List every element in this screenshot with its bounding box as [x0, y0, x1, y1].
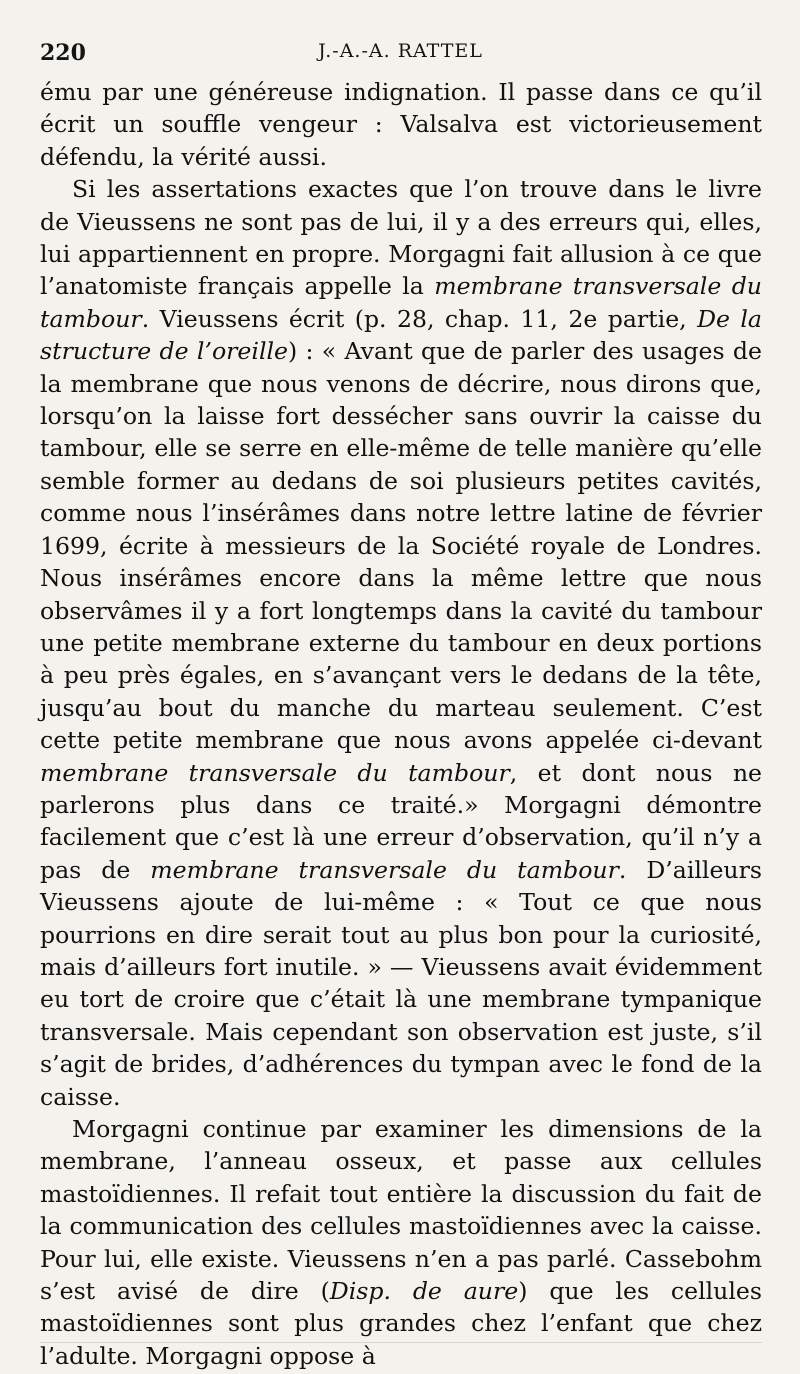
- italic-text: membrane transversale du tambour: [40, 272, 763, 333]
- body-text: [40, 76, 762, 1372]
- running-head: J.-A.-A. RATTEL: [318, 40, 483, 62]
- paragraph: [40, 173, 762, 1113]
- paragraph: [40, 1113, 762, 1372]
- text-segment: . Vieussens écrit (p. 28, chap. 11, 2e partie,: [141, 304, 698, 333]
- text-segment: . D’ailleurs Vieussens ajoute de lui-même : « Tout ce que nous pourrions en dire serait tout au plus bon pour la curiosité, mais d’ailleurs fort inutile. » — Vieussens avait évidemment eu tort de croire que c’était là une membrane tympanique transversale. Mais cependant son observation est juste, s’il s’agit de brides, d’adhérences du tympan avec le fond de la caisse.: [40, 855, 763, 1111]
- italic-text: Disp. de aure: [329, 1277, 519, 1306]
- page-number: 220: [40, 40, 86, 66]
- text-segment: Morgagni continue par examiner les dimensions de la membrane, l’anneau osseux, et passe aux cellules mastoïdiennes. Il refait tout entière la discussion du fait de la communication des cellules mastoïdiennes avec la caisse. Pour lui, elle existe. Vieussens n’en a pas parlé. Cassebohm s’est avisé de dire (: [40, 1115, 762, 1306]
- text-segment: , et dont nous ne parlerons plus dans ce traité.» Morgagni démontre facilement que c’est là une erreur d’observation, qu’il n’y a pas de: [40, 758, 762, 884]
- text-segment: ému par une généreuse indignation. Il passe dans ce qu’il écrit un souffle vengeur : Valsalva est victorieusement défendu, la vérité aussi.: [40, 78, 762, 171]
- paragraph: [40, 76, 762, 173]
- italic-text: membrane transversale du tambour: [40, 758, 510, 787]
- italic-text: membrane transversale du tambour: [150, 855, 619, 884]
- text-segment: ) : « Avant que de parler des usages de la membrane que nous venons de décrire, nous dirons que, lorsqu’on la laisse fort dessécher sans ouvrir la caisse du tambour, elle se serre en elle-même de telle manière qu’elle semble former au dedans de soi plusieurs petites cavités, comme nous l’insérâmes dans notre lettre latine de février 1699, écrite à messieurs de la Société royale de Londres. Nous insérâmes encore dans la même lettre que nous observâmes il y a fort longtemps dans la cavité du tambour une petite membrane externe du tambour en deux portions à peu près égales, en s’avançant vers le dedans de la tête, jusqu’au bout du manche du marteau seulement. C’est cette petite membrane que nous avons appelée ci-devant: [40, 337, 762, 755]
- page-footer: [40, 1342, 762, 1369]
- text-segment: ) que les cellules mastoïdiennes sont plus grandes chez l’enfant que chez l’adulte. Morgagni oppose à: [40, 1277, 762, 1370]
- page-header: [38, 40, 763, 74]
- text-segment: Si les assertations exactes que l’on trouve dans le livre de Vieussens ne sont pas de lui, il y a des erreurs qui, elles, lui appartiennent en propre. Morgagni fait allusion à ce que l’anatomiste français appelle la: [40, 175, 762, 301]
- italic-text: De la structure de l’oreille: [40, 304, 762, 366]
